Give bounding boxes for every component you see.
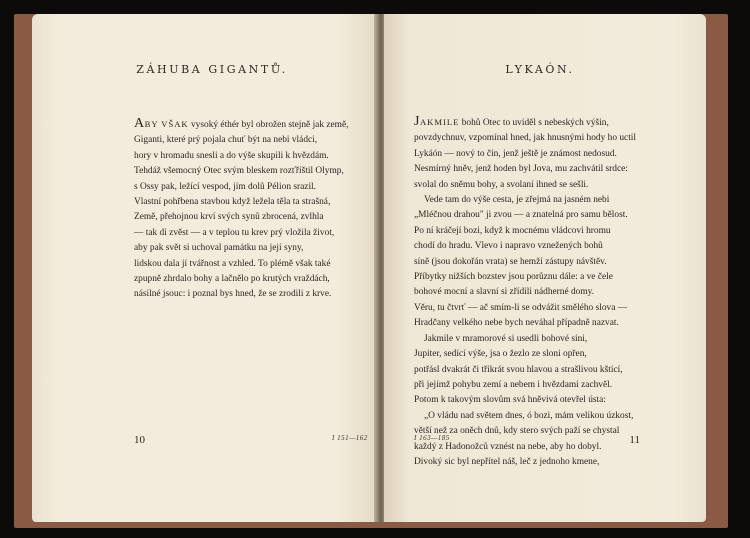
verse-line: „O vládu nad světem dnes, ó bozi, mám velikou úzkost, xyxy=(424,410,634,421)
verse-line: s Ossy pak, ležící vespod, jím dolů Pélion srazil. xyxy=(134,181,317,192)
verse-line: Potom k takovým slovům svá hněvivá otevřel ústa: xyxy=(414,395,606,406)
verse-line: Giganti, které prý pojala chuť být na nebi vládci, xyxy=(134,135,318,146)
left-verse-reference: I 151—162 xyxy=(332,434,368,442)
verse-line: svolal do sněmu bohy, a svolaní ihned se sešli. xyxy=(414,179,589,190)
right-dropcap: J xyxy=(414,114,420,129)
left-running-head: ZÁHUBA GIGANTŮ. xyxy=(136,63,288,76)
verse-line: Divoký sic byl nepřítel náš, leč z jednoho kmene, xyxy=(414,456,600,467)
verse-line: Po ní kráčejí bozi, když k mocnému vládcovi hromu xyxy=(414,225,611,236)
verse-line: síně (jsou dokořán vrata) se hemží zástupy návštěv. xyxy=(414,256,607,267)
right-running-head: LYKAÓN. xyxy=(505,63,575,76)
right-page xyxy=(384,14,706,522)
left-page xyxy=(32,14,378,522)
verse-line: „Mléčnou drahou" ji zvou — a znatelná pro samu bělost. xyxy=(414,210,628,221)
verse-line: bohové mocní a slavní si zřídili nádherné domy. xyxy=(414,287,595,298)
right-page-number: 11 xyxy=(629,434,640,446)
verse-line: Hradčany velkého nebe bych neváhal případně nazvat. xyxy=(414,318,619,329)
left-dropcap: A xyxy=(134,116,145,131)
left-page-number: 10 xyxy=(134,434,145,446)
right-first-line-rest: bohů Otec to uviděl s nebeských výšin, xyxy=(459,118,609,128)
left-first-line-rest: vysoký éthér byl obrožen stejně jak země, xyxy=(188,120,349,130)
verse-line: Příbytky nižších bozstev jsou porůznu dále: a ve čele xyxy=(414,272,613,283)
left-page-text xyxy=(134,116,378,303)
right-verse-reference: I 163—185 xyxy=(414,434,450,442)
verse-line: větší než za oněch dnů, kdy stero svých paží se chystal xyxy=(414,426,620,437)
verse-line: hory v hromadu snesli a do výše skupili k hvězdám. xyxy=(134,150,329,161)
verse-line: lidskou dala jí tvářnost a vzhled. To plémě však také xyxy=(134,258,331,269)
left-smallcaps: BY VŠAK xyxy=(144,119,189,129)
verse-line: násilné jsouc: i poznal bys hned, že se zrodili z krve. xyxy=(134,289,332,300)
verse-line: chodí do hradu. Vlevo i napravo vznežených bohů xyxy=(414,241,603,252)
verse-line: Země, přehojnou krví svých synů zbrocená, zvlhla xyxy=(134,212,324,223)
verse-line: při jejímž pohybu zemí a nebem i hvězdami zachvěl. xyxy=(414,379,613,390)
right-smallcaps: AKMILE xyxy=(419,117,460,127)
verse-line: zpupně zhrdalo bohy a lačnělo po krutých vraždách, xyxy=(134,274,330,285)
verse-line: — tak di zvěst — a v teplou tu krev prý vložila život, xyxy=(134,227,335,238)
right-page-text xyxy=(414,114,676,470)
verse-line: Vede tam do výše cesta, je zřejmá na jasném nebi xyxy=(424,195,610,206)
verse-line: Lykáón — nový to čin, jenž ještě je známost nedosud. xyxy=(414,148,617,159)
left-first-line xyxy=(134,116,378,133)
verse-line: Vlastní pohřbena stavbou když ležela těla ta strašná, xyxy=(134,197,331,208)
verse-line: potřásl dvakrát či třikrát svou hlavou a strašlivou kštící, xyxy=(414,364,623,375)
verse-line: Jupiter, sedící výše, jsa o žezlo ze sloni opřen, xyxy=(414,349,587,360)
verse-line: Jakmile v mramorové si usedli bohové síni, xyxy=(424,333,588,344)
verse-line: Tehdáž všemocný Otec svým bleskem rozťříštil Olymp, xyxy=(134,166,344,177)
verse-line: Věru, tu čtvrť — ač smím-li se odvážit smělého slova — xyxy=(414,302,628,313)
verse-line: aby pak svět si uchoval památku na její syny, xyxy=(134,243,304,254)
right-first-line xyxy=(414,114,676,131)
verse-line: Nesmírný hněv, jenž hoden byl Jova, mu zachvátil srdce: xyxy=(414,164,628,175)
verse-line: každý z Hadonožců vznést na nebe, aby ho dobyl. xyxy=(414,441,602,452)
verse-line: povzdychnuv, vzpomínal hned, jak hnusnými hody ho uctil xyxy=(414,133,637,144)
